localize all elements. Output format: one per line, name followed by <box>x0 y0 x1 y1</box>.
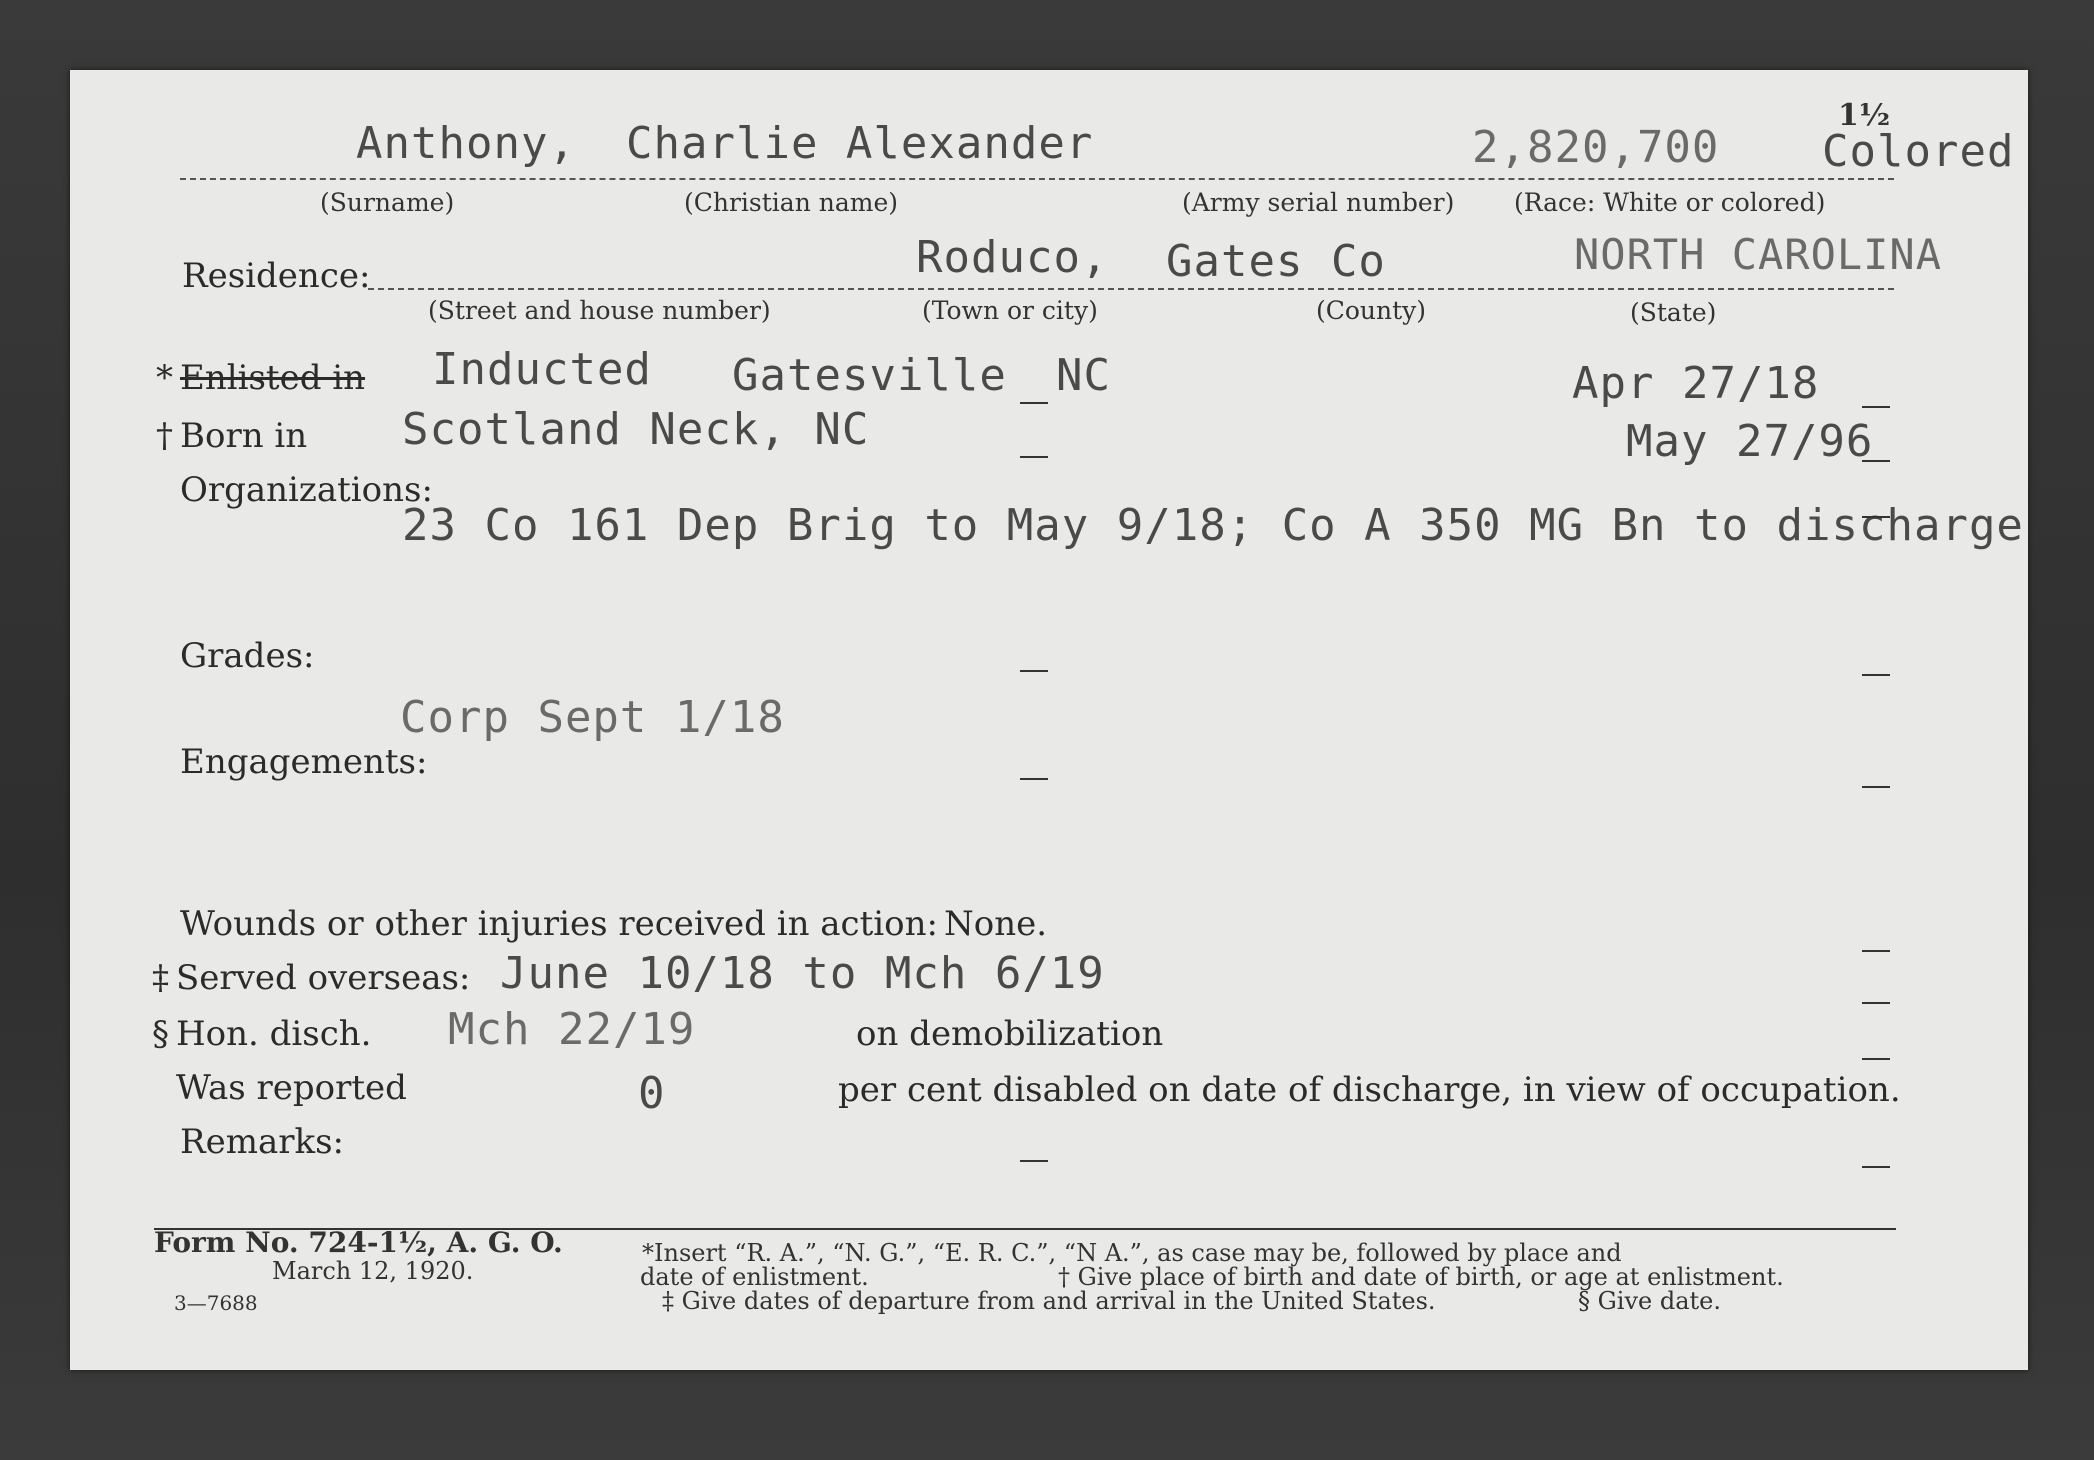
overseas-value: June 10/18 to Mch 6/19 <box>500 948 1105 999</box>
discharge-marker: § <box>152 1014 169 1054</box>
discharge-date-value: Mch 22/19 <box>448 1004 696 1055</box>
overseas-label: Served overseas: <box>176 958 471 998</box>
blank-tick <box>1020 456 1048 458</box>
grades-label: Grades: <box>180 636 315 676</box>
enlisted-place-value: Gatesville <box>732 350 1007 401</box>
blank-tick <box>1862 674 1890 676</box>
street-caption: (Street and house number) <box>428 296 771 325</box>
header-line <box>180 178 1894 180</box>
discharge-label: Hon. disch. <box>176 1014 372 1054</box>
reported-text: per cent disabled on date of discharge, in view of occupation. <box>838 1070 1901 1110</box>
residence-town-value: Roduco, <box>916 232 1109 283</box>
grades-value: Corp Sept 1/18 <box>400 692 785 743</box>
race-caption: (Race: White or colored) <box>1514 188 1826 217</box>
residence-line <box>368 288 1894 290</box>
engagements-label: Engagements: <box>180 742 428 782</box>
wounds-label: Wounds or other injuries received in action: <box>180 904 938 944</box>
blank-tick <box>1020 670 1048 672</box>
born-label: Born in <box>180 416 308 456</box>
wounds-value: None. <box>944 904 1048 944</box>
state-caption: (State) <box>1630 298 1717 327</box>
overseas-marker: ‡ <box>152 958 169 998</box>
blank-tick <box>1020 402 1048 404</box>
blank-tick <box>1020 778 1048 780</box>
born-place-value: Scotland Neck, NC <box>402 404 870 455</box>
blank-tick <box>1862 1166 1890 1168</box>
christian-name-caption: (Christian name) <box>684 188 899 217</box>
reported-label: Was reported <box>176 1068 407 1108</box>
service-record-card <box>70 70 2028 1370</box>
residence-label: Residence: <box>182 256 371 296</box>
footnote-insert: *Insert “R. A.”, “N. G.”, “E. R. C.”, “N A.”, as case may be, followed by place and <box>642 1239 1622 1267</box>
surname-value: Anthony, <box>356 118 576 169</box>
footnote-overseas: ‡ Give dates of departure from and arrival in the United States. <box>662 1287 1436 1315</box>
organizations-label: Organizations: <box>180 470 433 510</box>
serial-number-caption: (Army serial number) <box>1182 188 1455 217</box>
surname-caption: (Surname) <box>320 188 455 217</box>
race-value: Colored <box>1822 126 2015 177</box>
blank-tick <box>1862 786 1890 788</box>
town-caption: (Town or city) <box>922 296 1098 325</box>
print-code: 3—7688 <box>174 1291 258 1315</box>
blank-tick <box>1862 1002 1890 1004</box>
discharge-reason: on demobilization <box>856 1014 1164 1054</box>
born-date-value: May 27/96 <box>1626 416 1874 467</box>
enlisted-date-value: Apr 27/18 <box>1572 358 1820 409</box>
footnote-insert-continued: date of enlistment. <box>640 1263 869 1291</box>
residence-county-value: Gates Co <box>1166 236 1386 287</box>
blank-tick <box>1862 1058 1890 1060</box>
enlisted-type-value: Inducted <box>432 344 652 395</box>
reported-percent-value: 0 <box>638 1068 666 1119</box>
county-caption: (County) <box>1316 296 1427 325</box>
enlisted-state-value: NC <box>1056 350 1111 401</box>
organizations-value: 23 Co 161 Dep Brig to May 9/18; Co A 350 MG Bn to discharge <box>402 500 2024 551</box>
footnote-discharge: § Give date. <box>1578 1287 1722 1315</box>
blank-tick <box>1862 516 1890 518</box>
born-marker: † <box>156 416 173 456</box>
enlisted-label: Enlisted in <box>180 358 366 398</box>
enlisted-marker: * <box>156 358 173 398</box>
blank-tick <box>1862 950 1890 952</box>
remarks-label: Remarks: <box>180 1122 344 1162</box>
blank-tick <box>1020 1160 1048 1162</box>
footnote-birth: † Give place of birth and date of birth, or age at enlistment. <box>1058 1263 1784 1291</box>
form-date: March 12, 1920. <box>272 1257 474 1285</box>
form-number: Form No. 724-1½, A. G. O. <box>154 1226 563 1259</box>
corner-mark: 1½ <box>1838 98 1891 133</box>
serial-number-value: 2,820,700 <box>1472 122 1720 173</box>
residence-state-value: NORTH CAROLINA <box>1574 230 1943 279</box>
blank-tick <box>1862 460 1890 462</box>
christian-name-value: Charlie Alexander <box>626 118 1094 169</box>
blank-tick <box>1862 406 1890 408</box>
